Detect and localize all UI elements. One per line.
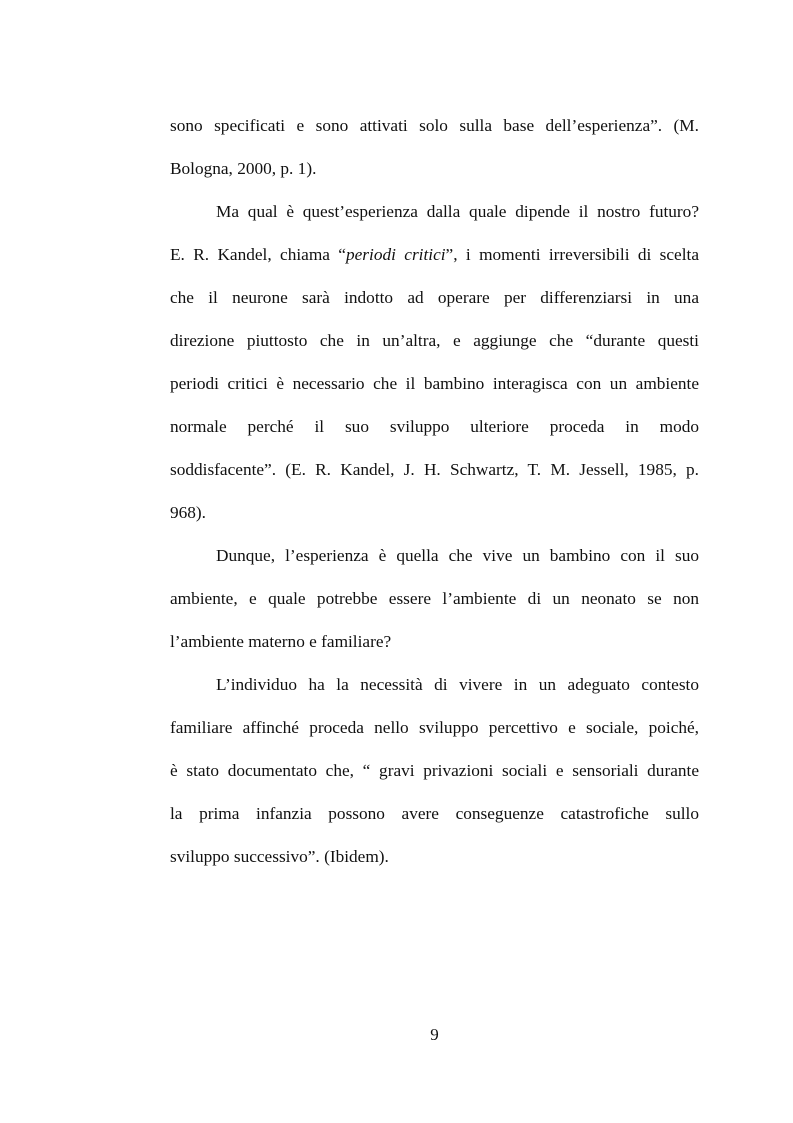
text-line: sono specificati e sono attivati solo sulla base dell’esperienza”. (M.	[170, 116, 699, 135]
text-line	[170, 233, 699, 276]
text-line: periodi critici è necessario che il bambino interagisca con un ambiente	[170, 374, 699, 393]
text-line: che il neurone sarà indotto ad operare per differenziarsi in una	[170, 288, 699, 307]
text-fragment: E. R. Kandel, chiama “	[170, 245, 346, 264]
paragraph	[170, 104, 699, 190]
text-line: familiare affinché proceda nello sviluppo percettivo e sociale, poiché,	[170, 718, 699, 737]
paragraph	[170, 663, 699, 878]
text-line: soddisfacente”. (E. R. Kandel, J. H. Schwartz, T. M. Jessell, 1985, p.	[170, 460, 699, 479]
text-line: ambiente, e quale potrebbe essere l’ambiente di un neonato se non	[170, 589, 699, 608]
italic-term: periodi critici	[345, 245, 446, 264]
paragraph	[170, 190, 699, 534]
text-line: Bologna, 2000, p. 1).	[170, 159, 317, 178]
text-line: Ma qual è quest’esperienza dalla quale dipende il nostro futuro?	[216, 202, 699, 221]
text-line: sviluppo successivo”. (Ibidem).	[170, 847, 389, 866]
text-fragment: ”, i momenti irreversibili di scelta	[445, 245, 700, 264]
text-line: L’individuo ha la necessità di vivere in un adeguato contesto	[216, 675, 699, 694]
text-line: la prima infanzia possono avere conseguenze catastrofiche sullo	[170, 804, 699, 823]
text-line: direzione piuttosto che in un’altra, e aggiunge che “durante questi	[170, 331, 699, 350]
text-line: 968).	[170, 503, 206, 522]
text-line: l’ambiente materno e familiare?	[170, 632, 392, 651]
text-line: è stato documentato che, “ gravi privazioni sociali e sensoriali durante	[170, 761, 699, 780]
body-text	[170, 104, 699, 878]
page-number: 9	[430, 1025, 439, 1044]
text-line: normale perché il suo sviluppo ulteriore proceda in modo	[170, 417, 699, 436]
text-line: Dunque, l’esperienza è quella che vive un bambino con il suo	[216, 546, 699, 565]
paragraph	[170, 534, 699, 663]
